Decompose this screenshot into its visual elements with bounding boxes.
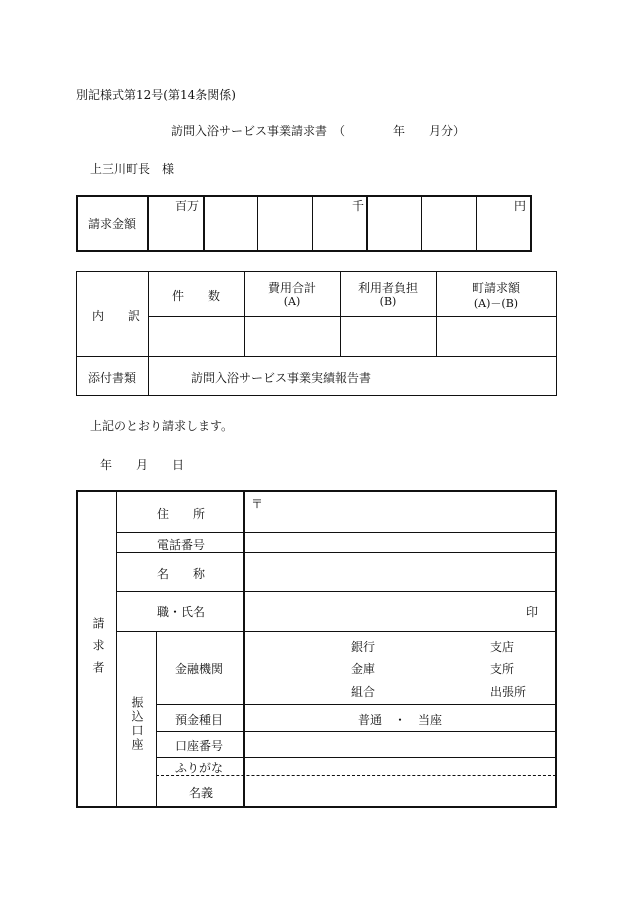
phone-label: 電話番号 [157, 538, 206, 552]
attachment-label: 添付書類 [88, 371, 137, 385]
transfer-label: 振込口座 [130, 696, 144, 752]
seal-mark: 印 [526, 605, 539, 619]
name-label: 名 称 [157, 567, 206, 581]
amount-label: 請求金額 [88, 217, 137, 231]
statement: 上記のとおり請求します。 [90, 419, 234, 433]
date-line: 年 月 日 [100, 458, 185, 472]
col-town-sub: (A)－(B) [473, 297, 519, 310]
form-number: 別記様式第12号(第14条関係) [76, 88, 236, 102]
bank-label: 金融機関 [175, 662, 224, 676]
holder-label: 名義 [189, 786, 214, 800]
col-user: 利用者負担 [357, 281, 418, 295]
bank-type-2: 金庫 [351, 662, 376, 676]
postal-mark: 〒 [251, 497, 264, 511]
col-count: 件 数 [171, 289, 220, 303]
branch-type-2: 支所 [490, 662, 515, 676]
attachment-value: 訪問入浴サービス事業実績報告書 [191, 371, 372, 385]
account-number-label: 口座番号 [175, 739, 224, 753]
col-total: 費用合計 [267, 281, 316, 295]
unit-sen: 千 [352, 199, 365, 213]
claimant-label: 請求者 [91, 617, 105, 683]
deposit-type-value: 普通 ・ 当座 [358, 713, 443, 727]
branch-type-3: 出張所 [490, 685, 527, 699]
col-total-sub: (A) [283, 295, 301, 308]
title-name-label: 職・氏名 [157, 605, 206, 619]
form-title: 訪問入浴サービス事業請求書 （ 年 月分） [171, 124, 466, 138]
col-town: 町請求額 [471, 281, 520, 295]
addressee: 上三川町長 様 [90, 162, 175, 176]
unit-hyakuman: 百万 [175, 199, 200, 213]
branch-type-1: 支店 [490, 640, 515, 654]
unit-en: 円 [514, 199, 527, 213]
bank-type-3: 組合 [351, 685, 376, 699]
breakdown-label: 内 訳 [92, 309, 141, 323]
address-label: 住 所 [157, 507, 206, 521]
deposit-type-label: 預金種目 [175, 713, 224, 727]
furigana-label: ふりがな [175, 761, 224, 775]
col-user-sub: (B) [379, 295, 397, 308]
bank-type-1: 銀行 [351, 640, 376, 654]
